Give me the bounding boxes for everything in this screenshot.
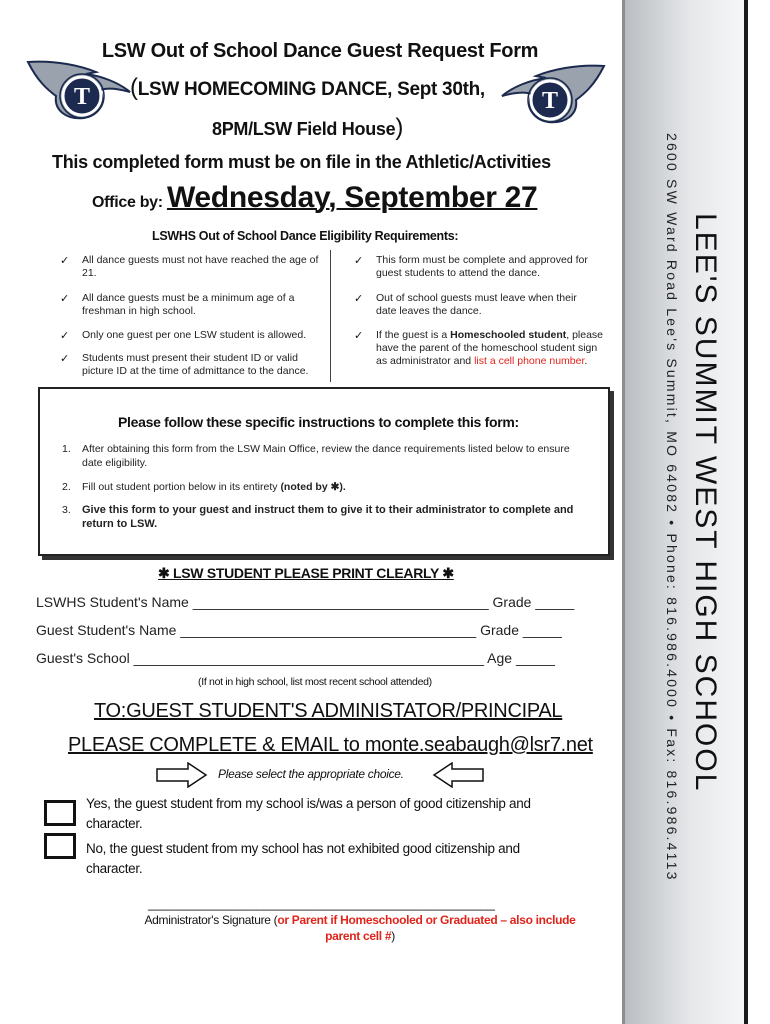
guest-school-row[interactable] [36,650,555,666]
check-icon: ✓ [354,255,364,267]
arrow-left-icon [432,762,484,788]
step-number: 2. [62,481,71,493]
sidebar-border [744,0,748,1024]
check-icon: ✓ [354,293,364,305]
instructions-heading: Please follow these specific instructions to complete this form: [118,414,519,430]
student-name-row[interactable] [36,594,574,610]
titans-logo-left [26,58,136,120]
school-sidebar [622,0,748,1024]
guest-school-label: Guest's School [36,650,130,666]
paren-open: ( [130,74,138,101]
admin-email-line: PLEASE COMPLETE & EMAIL to monte.seabaugh@lsr7.net [68,734,593,756]
guest-name-row[interactable] [36,622,562,638]
check-icon: ✓ [60,255,70,267]
titans-logo-right [496,62,606,124]
req-text: If the guest is a [376,329,451,341]
school-name: LEE'S SUMMIT WEST HIGH SCHOOL [689,213,722,793]
event-line [130,74,510,102]
guest-name-label: Guest Student's Name [36,622,177,638]
instruction-step-3: Give this form to your guest and instruct them to give it to their administrator to complete and return to LSW. [82,504,574,530]
requirements-heading: LSWHS Out of School Dance Eligibility Requirements: [152,229,459,243]
req-bold: Homeschooled student [450,329,567,341]
check-icon: ✓ [60,293,70,305]
deadline-line [92,181,537,215]
step-number: 1. [62,443,71,455]
sidebar-divider [622,0,625,1024]
svg-text:T: T [73,84,91,110]
admin-heading: TO:GUEST STUDENT'S ADMINISTATOR/PRINCIPAL [94,700,563,722]
guest-age-field[interactable]: Age _____ [487,650,555,666]
student-section-heading: ✱ LSW STUDENT PLEASE PRINT CLEARLY ✱ [158,565,454,581]
event-name: LSW HOMECOMING DANCE, Sept 30th, [137,79,485,100]
svg-text:T: T [541,88,559,114]
select-note: Please select the appropriate choice. [218,767,404,781]
sig-text: ) [391,929,395,943]
check-icon: ✓ [60,330,70,342]
requirement-right-2: Out of school guests must leave when their date leaves the dance. [376,292,577,317]
req-red: list a cell phone number [474,355,585,367]
requirement-left-3: Only one guest per one LSW student is allowed. [82,329,307,341]
guest-name-field[interactable]: ______________________________________ [180,622,477,638]
student-grade-field[interactable]: Grade _____ [492,594,575,610]
arrow-right-icon [156,762,208,788]
sig-text: Administrator's Signature ( [144,913,278,927]
step-bold: (noted by ✱). [280,481,346,493]
check-icon: ✓ [60,353,70,365]
guest-school-field[interactable]: _____________________________________________ [133,650,485,666]
form-title: LSW Out of School Dance Guest Request Form [101,40,539,62]
signature-line[interactable]: ________________________________________________ [148,896,496,911]
requirements-divider [330,250,331,382]
req-text: , please have the parent of the homeschool student sign as administrator and [376,329,604,367]
requirement-left-4: Students must present their student ID or valid picture ID at the time of admittance to the dance. [82,352,309,377]
school-address: 2600 SW Ward Road Lee's Summit, MO 64082 • Phone: 816.986.4000 • Fax: 816.986.4113 [664,133,680,882]
event-time-place [212,114,452,142]
step-text: Fill out student portion below in its entirety [82,481,281,493]
requirement-left-2: All dance guests must be a minimum age of a freshman in high school. [82,292,295,317]
guest-grade-field[interactable]: Grade _____ [480,622,562,638]
choice-yes-label: Yes, the guest student from my school is/was a person of good citizenship and character. [86,796,531,831]
deadline-date: Wednesday, September 27 [166,181,538,214]
student-name-label: LSWHS Student's Name [36,594,189,610]
instruction-step-2 [82,480,592,494]
no-checkbox[interactable] [44,833,76,859]
yes-checkbox[interactable] [44,800,76,826]
student-name-field[interactable]: ______________________________________ [192,594,489,610]
choice-no-label: No, the guest student from my school has not exhibited good citizenship and character. [86,841,520,876]
school-note: (If not in high school, list most recent school attended) [198,676,432,688]
requirement-left-1: All dance guests must not have reached the age of 21. [82,254,319,279]
step-number: 3. [62,504,71,516]
sig-red-text: or Parent if Homeschooled or Graduated – also include parent cell # [277,913,576,943]
event-venue: 8PM/LSW Field House [212,119,396,139]
office-by-label: Office by: [92,194,163,211]
requirement-right-1: This form must be complete and approved for guest students to attend the dance. [376,254,588,279]
paren-close: ) [395,114,404,141]
requirement-right-3 [376,329,604,368]
instruction-step-1: After obtaining this form from the LSW Main Office, review the dance requirements listed below to ensure date eligibility. [82,443,570,469]
deadline-notice: This completed form must be on file in the Athletic/Activities [52,152,551,172]
signature-label [140,912,580,944]
req-text: . [584,355,588,367]
check-icon: ✓ [354,330,364,342]
